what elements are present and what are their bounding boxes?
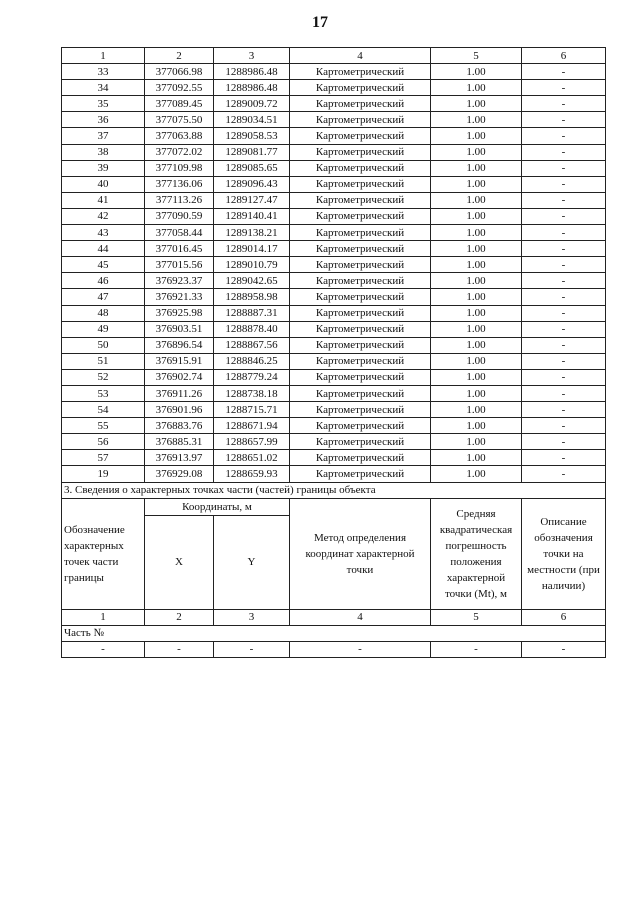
- cell-accuracy: 1.00: [431, 176, 522, 192]
- cell-point-number: 56: [62, 434, 145, 450]
- cell-method: Картометрический: [290, 385, 431, 401]
- cell-description: -: [522, 466, 606, 482]
- cell-y: 1288958.98: [214, 289, 290, 305]
- cell-point-number: 38: [62, 144, 145, 160]
- cell-x: 376901.96: [145, 402, 214, 418]
- page-number: 17: [312, 14, 328, 31]
- cell-description: -: [522, 241, 606, 257]
- cell-method: Картометрический: [290, 418, 431, 434]
- table-row: [62, 80, 606, 96]
- cell-x: 377058.44: [145, 225, 214, 241]
- cell-accuracy: 1.00: [431, 273, 522, 289]
- cell-x: 376885.31: [145, 434, 214, 450]
- cell-y: 1288846.25: [214, 353, 290, 369]
- cell-description: -: [522, 225, 606, 241]
- cell-accuracy: 1.00: [431, 369, 522, 385]
- cell-x: 376911.26: [145, 385, 214, 401]
- cell-method: Картометрический: [290, 96, 431, 112]
- cell-point-number: 54: [62, 402, 145, 418]
- cell-description: -: [522, 418, 606, 434]
- section-column-index-row: [62, 609, 606, 625]
- cell-point-number: 48: [62, 305, 145, 321]
- cell-accuracy: 1.00: [431, 321, 522, 337]
- cell-y: 1288715.71: [214, 402, 290, 418]
- cell-description: -: [522, 160, 606, 176]
- cell-description: -: [522, 369, 606, 385]
- cell-accuracy: 1.00: [431, 64, 522, 80]
- cell-y: 1289138.21: [214, 225, 290, 241]
- cell-method: Картометрический: [290, 144, 431, 160]
- header-x: X: [145, 515, 214, 609]
- cell-y: 1288659.93: [214, 466, 290, 482]
- table-row: [62, 353, 606, 369]
- cell-y: 1288657.99: [214, 434, 290, 450]
- column-index: 4: [290, 48, 431, 64]
- cell-accuracy: 1.00: [431, 80, 522, 96]
- cell-y: 1289014.17: [214, 241, 290, 257]
- cell-x: 377113.26: [145, 192, 214, 208]
- table-row: [62, 369, 606, 385]
- cell-accuracy: 1.00: [431, 450, 522, 466]
- empty-row: [62, 641, 606, 657]
- cell-accuracy: 1.00: [431, 289, 522, 305]
- table-row: [62, 192, 606, 208]
- cell-method: Картометрический: [290, 160, 431, 176]
- cell-point-number: 45: [62, 257, 145, 273]
- table-row: [62, 64, 606, 80]
- header-description: Описание обозначения точки на местности (при наличии): [522, 498, 606, 609]
- cell-y: 1288887.31: [214, 305, 290, 321]
- column-index-row: [62, 48, 606, 64]
- cell-method: Картометрический: [290, 305, 431, 321]
- table-row: [62, 466, 606, 482]
- cell-accuracy: 1.00: [431, 402, 522, 418]
- part-label: Часть №: [62, 625, 606, 641]
- cell-method: Картометрический: [290, 225, 431, 241]
- cell-x: 377090.59: [145, 208, 214, 224]
- cell-description: -: [522, 289, 606, 305]
- cell-point-number: 39: [62, 160, 145, 176]
- cell-y: 1289096.43: [214, 176, 290, 192]
- cell-description: -: [522, 64, 606, 80]
- cell-y: 1289009.72: [214, 96, 290, 112]
- cell-method: Картометрический: [290, 434, 431, 450]
- cell-y: 1288738.18: [214, 385, 290, 401]
- cell-description: -: [522, 321, 606, 337]
- cell-method: Картометрический: [290, 369, 431, 385]
- cell-point-number: 47: [62, 289, 145, 305]
- cell-x: 376913.97: [145, 450, 214, 466]
- cell-method: Картометрический: [290, 289, 431, 305]
- cell-y: 1288867.56: [214, 337, 290, 353]
- header-method: Метод определения координат характерной точки: [290, 498, 431, 609]
- table-row: [62, 144, 606, 160]
- table-row: [62, 273, 606, 289]
- cell-point-number: 43: [62, 225, 145, 241]
- cell-y: 1288986.48: [214, 64, 290, 80]
- header-y: Y: [214, 515, 290, 609]
- table-row: [62, 96, 606, 112]
- cell-x: 377092.55: [145, 80, 214, 96]
- header-accuracy: Средняя квадратическая погрешность положения характерной точки (Mt), м: [431, 498, 522, 609]
- table-row: [62, 337, 606, 353]
- cell-accuracy: 1.00: [431, 128, 522, 144]
- cell-y: 1289034.51: [214, 112, 290, 128]
- cell-method: Картометрический: [290, 257, 431, 273]
- cell-accuracy: 1.00: [431, 192, 522, 208]
- column-index: 6: [522, 609, 606, 625]
- cell-accuracy: 1.00: [431, 466, 522, 482]
- table-row: [62, 241, 606, 257]
- cell-method: Картометрический: [290, 128, 431, 144]
- cell-point-number: 52: [62, 369, 145, 385]
- cell-point-number: 40: [62, 176, 145, 192]
- column-index: 2: [145, 609, 214, 625]
- cell-description: -: [522, 305, 606, 321]
- cell-x: 377075.50: [145, 112, 214, 128]
- section-title-row: [62, 482, 606, 498]
- cell-x: 377015.56: [145, 257, 214, 273]
- table-row: [62, 128, 606, 144]
- cell-description: -: [522, 450, 606, 466]
- column-index: 3: [214, 609, 290, 625]
- cell-x: 376925.98: [145, 305, 214, 321]
- column-index: 1: [62, 609, 145, 625]
- cell-method: Картометрический: [290, 112, 431, 128]
- cell-x: 376902.74: [145, 369, 214, 385]
- cell-point-number: 55: [62, 418, 145, 434]
- cell-method: Картометрический: [290, 208, 431, 224]
- cell-accuracy: 1.00: [431, 434, 522, 450]
- part-row: [62, 625, 606, 641]
- cell-x: 377136.06: [145, 176, 214, 192]
- cell-y: 1289058.53: [214, 128, 290, 144]
- column-index: 5: [431, 48, 522, 64]
- cell-point-number: 34: [62, 80, 145, 96]
- cell-point-number: 19: [62, 466, 145, 482]
- empty-cell: -: [145, 641, 214, 657]
- cell-point-number: 44: [62, 241, 145, 257]
- cell-y: 1289127.47: [214, 192, 290, 208]
- cell-accuracy: 1.00: [431, 337, 522, 353]
- cell-point-number: 41: [62, 192, 145, 208]
- column-index: 5: [431, 609, 522, 625]
- table-row: [62, 385, 606, 401]
- cell-y: 1288651.02: [214, 450, 290, 466]
- cell-point-number: 42: [62, 208, 145, 224]
- cell-point-number: 53: [62, 385, 145, 401]
- cell-method: Картометрический: [290, 241, 431, 257]
- column-index: 4: [290, 609, 431, 625]
- cell-description: -: [522, 80, 606, 96]
- table-row: [62, 257, 606, 273]
- table-row: [62, 418, 606, 434]
- cell-description: -: [522, 144, 606, 160]
- cell-method: Картометрический: [290, 273, 431, 289]
- header-coordinates: Координаты, м: [145, 498, 290, 515]
- cell-y: 1289085.65: [214, 160, 290, 176]
- empty-cell: -: [62, 641, 145, 657]
- cell-accuracy: 1.00: [431, 112, 522, 128]
- cell-x: 377063.88: [145, 128, 214, 144]
- cell-y: 1288986.48: [214, 80, 290, 96]
- empty-cell: -: [522, 641, 606, 657]
- cell-description: -: [522, 273, 606, 289]
- cell-accuracy: 1.00: [431, 225, 522, 241]
- table-row: [62, 289, 606, 305]
- cell-point-number: 37: [62, 128, 145, 144]
- cell-y: 1288671.94: [214, 418, 290, 434]
- cell-x: 376929.08: [145, 466, 214, 482]
- cell-accuracy: 1.00: [431, 241, 522, 257]
- cell-description: -: [522, 96, 606, 112]
- table-row: [62, 112, 606, 128]
- cell-description: -: [522, 192, 606, 208]
- cell-description: -: [522, 128, 606, 144]
- cell-x: 376883.76: [145, 418, 214, 434]
- cell-method: Картометрический: [290, 176, 431, 192]
- table-row: [62, 450, 606, 466]
- cell-point-number: 50: [62, 337, 145, 353]
- cell-x: 376915.91: [145, 353, 214, 369]
- cell-accuracy: 1.00: [431, 353, 522, 369]
- table-row: [62, 434, 606, 450]
- cell-x: 377109.98: [145, 160, 214, 176]
- empty-cell: -: [431, 641, 522, 657]
- cell-y: 1289140.41: [214, 208, 290, 224]
- section-title: 3. Сведения о характерных точках части (частей) границы объекта: [62, 482, 606, 498]
- cell-y: 1289010.79: [214, 257, 290, 273]
- cell-accuracy: 1.00: [431, 160, 522, 176]
- cell-x: 376923.37: [145, 273, 214, 289]
- cell-accuracy: 1.00: [431, 144, 522, 160]
- cell-description: -: [522, 385, 606, 401]
- cell-y: 1288779.24: [214, 369, 290, 385]
- cell-method: Картометрический: [290, 402, 431, 418]
- cell-method: Картометрический: [290, 192, 431, 208]
- cell-description: -: [522, 112, 606, 128]
- cell-method: Картометрический: [290, 353, 431, 369]
- cell-description: -: [522, 208, 606, 224]
- column-index: 2: [145, 48, 214, 64]
- cell-accuracy: 1.00: [431, 305, 522, 321]
- cell-description: -: [522, 176, 606, 192]
- cell-point-number: 35: [62, 96, 145, 112]
- table-row: [62, 402, 606, 418]
- empty-cell: -: [290, 641, 431, 657]
- table-row: [62, 305, 606, 321]
- cell-point-number: 46: [62, 273, 145, 289]
- cell-x: 376903.51: [145, 321, 214, 337]
- cell-point-number: 33: [62, 64, 145, 80]
- table-row: [62, 321, 606, 337]
- header-point-designation: Обозначение характерных точек части границы: [62, 498, 145, 609]
- cell-accuracy: 1.00: [431, 385, 522, 401]
- cell-accuracy: 1.00: [431, 96, 522, 112]
- table-row: [62, 208, 606, 224]
- table-row: [62, 176, 606, 192]
- cell-accuracy: 1.00: [431, 418, 522, 434]
- cell-description: -: [522, 337, 606, 353]
- cell-method: Картометрический: [290, 64, 431, 80]
- cell-y: 1289042.65: [214, 273, 290, 289]
- cell-accuracy: 1.00: [431, 208, 522, 224]
- cell-description: -: [522, 257, 606, 273]
- cell-x: 377016.45: [145, 241, 214, 257]
- table-row: [62, 225, 606, 241]
- cell-x: 377066.98: [145, 64, 214, 80]
- table-row: [62, 160, 606, 176]
- cell-x: 376921.33: [145, 289, 214, 305]
- cell-description: -: [522, 434, 606, 450]
- column-index: 1: [62, 48, 145, 64]
- cell-x: 376896.54: [145, 337, 214, 353]
- cell-description: -: [522, 353, 606, 369]
- cell-point-number: 57: [62, 450, 145, 466]
- column-index: 6: [522, 48, 606, 64]
- cell-y: 1288878.40: [214, 321, 290, 337]
- cell-accuracy: 1.00: [431, 257, 522, 273]
- cell-method: Картометрический: [290, 337, 431, 353]
- cell-y: 1289081.77: [214, 144, 290, 160]
- cell-method: Картометрический: [290, 450, 431, 466]
- cell-x: 377089.45: [145, 96, 214, 112]
- cell-x: 377072.02: [145, 144, 214, 160]
- cell-description: -: [522, 402, 606, 418]
- cell-method: Картометрический: [290, 466, 431, 482]
- cell-method: Картометрический: [290, 321, 431, 337]
- column-index: 3: [214, 48, 290, 64]
- cell-point-number: 51: [62, 353, 145, 369]
- section-header-row: [62, 498, 606, 515]
- empty-cell: -: [214, 641, 290, 657]
- cell-point-number: 36: [62, 112, 145, 128]
- coordinates-table: [61, 47, 606, 658]
- cell-point-number: 49: [62, 321, 145, 337]
- cell-method: Картометрический: [290, 80, 431, 96]
